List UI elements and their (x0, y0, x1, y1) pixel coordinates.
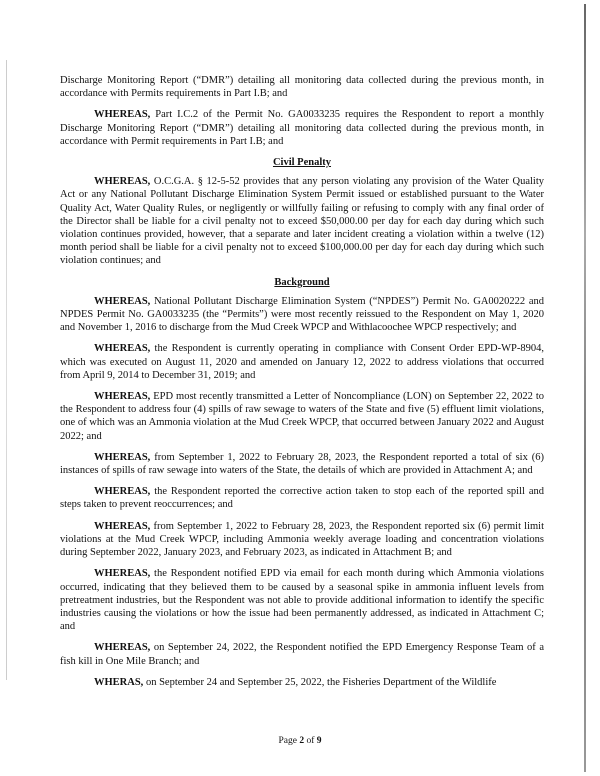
paragraph-consent-order: WHEREAS, the Respondent is currently operating in compliance with Consent Order EPD-WP-8904, which was executed on August 11, 2020 and amended on January 12, 2022 to address violations that occurred from April 9, 2014 to December 31, 2019; and (60, 343, 544, 381)
paragraph-permit-limit-violations: WHEREAS, from September 1, 2022 to February 28, 2023, the Respondent reported six (6) permit limit violations at the Mud Creek WPCP, including Ammonia weekly average loading and concentration violations during September 2022, January 2023, and February 2023, as indicated in Attachment B; and (60, 520, 544, 559)
whereas-lead: WHERAS, (94, 676, 144, 688)
whereas-lead: WHEREAS, (94, 295, 151, 307)
whereas-lead: WHEREAS, (94, 486, 151, 498)
paragraph-civil-penalty: WHEREAS, O.C.G.A. § 12-5-52 provides that any person violating any provision of the Water Quality Act or any National Pollutant Discharge Elimination System Permit issued or established pursuant to the Water Quality Act, Water Quality Rules, or negligently or willfully failing or refusing to comply with any final order of the Director shall be liable for a civil penalty not to exceed $50,000.00 per day for each day during which such violation continues provided, however, that a separate and later incident creating a violation within a twelve (12) month period shall be liable for a civil penalty not to exceed $100,000.00 per day for each day during which such violation continues; and (60, 176, 544, 267)
page-number: Page 2 of 9 (278, 736, 322, 746)
paragraph-fish-kill: WHEREAS, on September 24, 2022, the Respondent notified the EPD Emergency Response Team of a fish kill in One Mile Branch; and (60, 642, 544, 667)
section-heading-civil-penalty: Civil Penalty (272, 157, 332, 169)
paragraph-spills: WHEREAS, from September 1, 2022 to February 28, 2023, the Respondent reported a total of six (6) instances of spills of raw sewage into waters of the State, the details of which are provided in Attachment A; and (60, 451, 544, 477)
section-heading-background: Background (274, 276, 330, 288)
paragraph-ammonia-notification: WHEREAS, the Respondent notified EPD via email for each month during which Ammonia violations occurred, indicating that they believed them to be caused by a seasonal spike in ammonia influent levels from pretreatment industries, but the Respondent was not able to provide additional information to identify the specific industries causing the violations or how the issue had been permanently addressed, as indicated in Attachment C; and (60, 568, 544, 633)
scan-edge-left (6, 60, 7, 680)
whereas-lead: WHEREAS, (94, 520, 151, 532)
whereas-lead: WHEREAS, (94, 451, 151, 463)
paragraph-npdes-permits: WHEREAS, National Pollutant Discharge Elimination System (“NPDES”) Permit No. GA0020222 and NPDES Permit No. GA0033235 (the “Permits”) were most recently reissued to the Respondent on May 1, 2020 and November 1, 2016 to discharge from the Mud Creek WPCP and Withlacoochee WPCP respectively; and (60, 295, 544, 334)
whereas-lead: WHEREAS, (94, 568, 151, 580)
whereas-lead: WHEREAS, (94, 391, 151, 403)
whereas-lead: WHEREAS, (94, 176, 151, 188)
document-body (60, 74, 544, 697)
whereas-lead: WHEREAS, (94, 109, 151, 121)
whereas-lead: WHEREAS, (94, 343, 151, 355)
paragraph-corrective-action: WHEREAS, the Respondent reported the corrective action taken to stop each of the reported spill and steps taken to prevent reoccurrences; and (60, 486, 544, 511)
whereas-lead: WHEREAS, (94, 642, 151, 654)
scan-edge-right (584, 4, 586, 772)
paragraph-letter-noncompliance: WHEREAS, EPD most recently transmitted a Letter of Noncompliance (LON) on September 22, 2022 to the Respondent to address four (4) spills of raw sewage to waters of the State and five (5) effluent limit violations, one of which was an Ammonia violation at the Mud Creek WPCP, that occurred between January 2022 and August 2022; and (60, 391, 544, 442)
paragraph-fisheries-department: WHERAS, on September 24 and September 25, 2022, the Fisheries Department of the Wildlife (94, 676, 497, 688)
paragraph-dmr-continued: Discharge Monitoring Report (“DMR”) detailing all monitoring data collected during the previous month, in accordance with Permits requirements in Part I.B; and (60, 75, 544, 100)
paragraph-permit-dmr: WHEREAS, Part I.C.2 of the Permit No. GA0033235 requires the Respondent to report a monthly Discharge Monitoring Report (“DMR”) detailing all monitoring data collected during the previous month, in accordance with Permit requirements in Part I.B; and (60, 109, 544, 147)
